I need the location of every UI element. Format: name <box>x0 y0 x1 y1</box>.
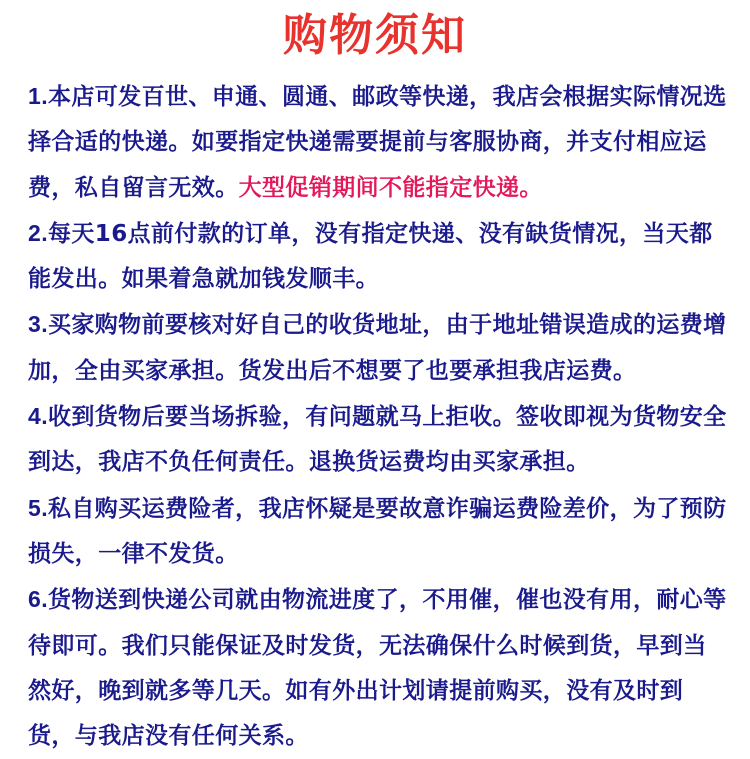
notice-item-6 <box>28 577 728 759</box>
notice-number: 5. <box>28 494 48 521</box>
notice-item-4 <box>28 394 728 486</box>
notice-number: 2. <box>28 219 48 246</box>
notice-highlight: 大型促销期间不能指定快递。 <box>238 174 543 201</box>
notice-text: 每天16点前付款的订单，没有指定快递、没有缺货情况，当天都能发出。如果着急就加钱发顺丰。 <box>28 220 713 293</box>
notice-text: 本店可发百世、申通、圆通、邮政等快递，我店会根据实际情况选择合适的快递。如要指定快递需要提前与客服协商，并支付相应运费，私自留言无效。 <box>28 84 727 201</box>
notice-number: 3. <box>28 311 48 338</box>
notice-text: 私自购买运费险者，我店怀疑是要故意诈骗运费险差价，为了预防损失，一律不发货。 <box>28 495 727 567</box>
notice-item-1 <box>28 74 728 211</box>
notice-number: 4. <box>28 403 48 430</box>
page-title: 购物须知 <box>283 10 467 61</box>
notice-text: 货物送到快递公司就由物流进度了，不用催，催也没有用，耐心等待即可。我们只能保证及时发货，无法确保什么时候到货，早到当然好，晚到就多等几天。如有外出计划请提前购买，没有及时到货，与我店没有任何关系。 <box>28 587 727 750</box>
notice-number: 6. <box>28 586 48 613</box>
notice-item-2 <box>28 211 728 303</box>
notice-item-3 <box>28 302 728 394</box>
notice-text: 买家购物前要核对好自己的收货地址，由于地址错误造成的运费增加，全由买家承担。货发出后不想要了也要承担我店运费。 <box>28 312 727 384</box>
notice-number: 1. <box>28 83 48 109</box>
notice-item-5 <box>28 486 728 578</box>
notice-text: 收到货物后要当场拆验，有问题就马上拒收。签收即视为货物安全到达，我店不负任何责任。退换货运费均由买家承担。 <box>28 404 727 476</box>
notice-list <box>28 74 728 759</box>
